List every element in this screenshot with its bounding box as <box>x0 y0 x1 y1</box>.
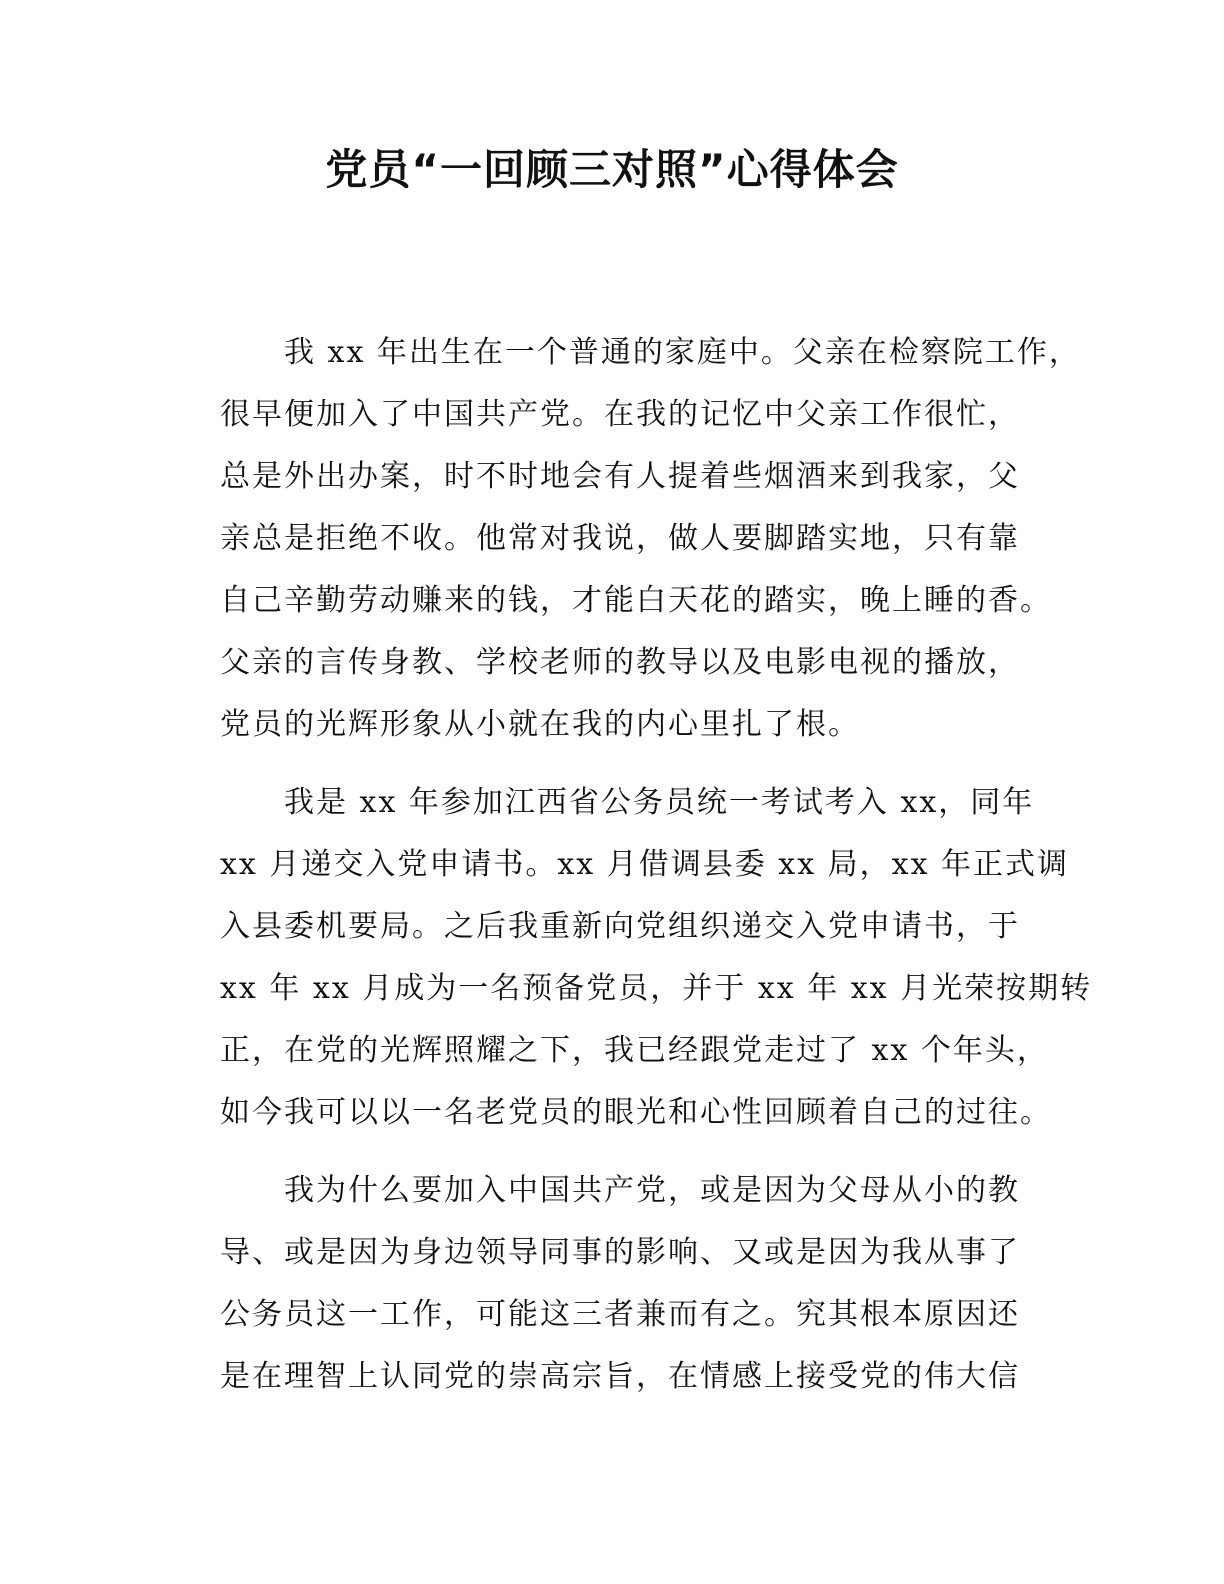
paragraph-line: 如今我可以以一名老党员的眼光和心性回顾着自己的过往。 <box>220 1095 1052 1130</box>
paragraph-line: 我 xx 年出生在一个普通的家庭中。父亲在检察院工作， <box>284 335 1081 370</box>
paragraph-line: 是在理智上认同党的崇高宗旨，在情感上接受党的伟大信 <box>220 1359 1020 1394</box>
paragraph-1 <box>220 322 1081 756</box>
paragraph-2 <box>220 772 1093 1144</box>
paragraph-line: 我为什么要加入中国共产党，或是因为父母从小的教 <box>284 1173 1020 1208</box>
paragraph-line: 自己辛勤劳动赚来的钱，才能白天花的踏实，晚上睡的香。 <box>220 583 1052 618</box>
paragraph-line: 亲总是拒绝不收。他常对我说，做人要脚踏实地，只有靠 <box>220 521 1020 556</box>
paragraph-3 <box>220 1160 1050 1408</box>
paragraph-line: xx 月递交入党申请书。xx 月借调县委 xx 局，xx 年正式调 <box>220 847 1070 882</box>
paragraph-line: 父亲的言传身教、学校老师的教导以及电影电视的播放， <box>220 645 1020 680</box>
paragraph-line: 我是 xx 年参加江西省公务员统一考试考入 xx，同年 <box>284 785 1035 820</box>
paragraph-line: 入县委机要局。之后我重新向党组织递交入党申请书，于 <box>220 909 1020 944</box>
paragraph-line: 正，在党的光辉照耀之下，我已经跟党走过了 xx 个年头， <box>220 1033 1049 1068</box>
paragraph-line: 党员的光辉形象从小就在我的内心里扎了根。 <box>220 707 860 742</box>
paragraph-line: 公务员这一工作，可能这三者兼而有之。究其根本原因还 <box>220 1297 1020 1332</box>
paragraph-line: 总是外出办案，时不时地会有人提着些烟酒来到我家，父 <box>220 459 1020 494</box>
paragraph-line: 导、或是因为身边领导同事的影响、又或是因为我从事了 <box>220 1235 1020 1270</box>
paragraph-line: 很早便加入了中国共产党。在我的记忆中父亲工作很忙， <box>220 397 1020 432</box>
document-title: 党员“一回顾三对照”心得体会 <box>325 145 899 194</box>
paragraph-line: xx 年 xx 月成为一名预备党员，并于 xx 年 xx 月光荣按期转 <box>220 971 1093 1006</box>
